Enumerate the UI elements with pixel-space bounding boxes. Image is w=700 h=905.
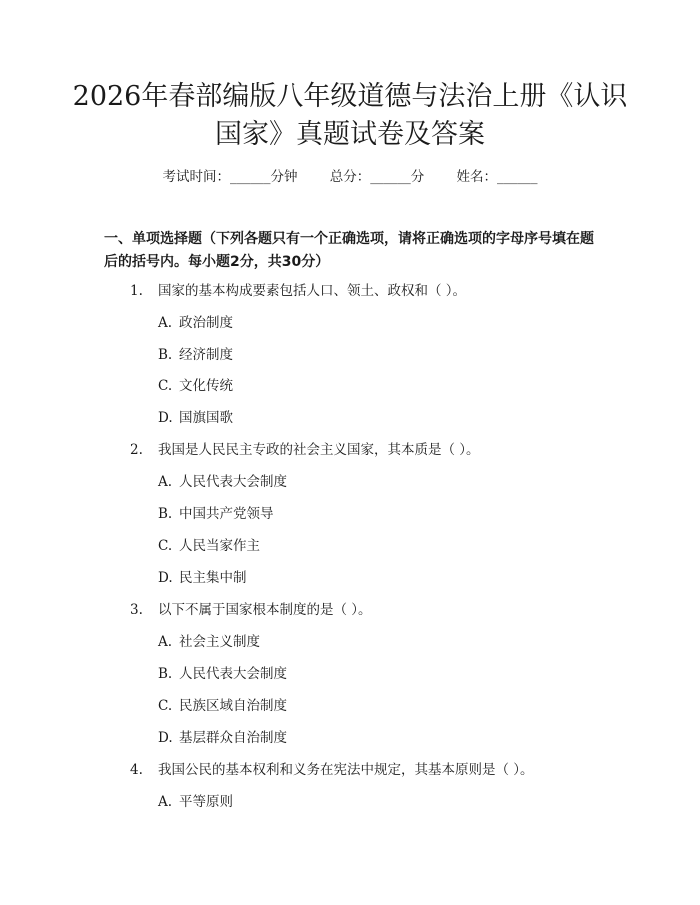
option-letter: D. (158, 730, 173, 746)
question-text: 国家的基本构成要素包括人口、领土、政权和（ ）。 (158, 283, 467, 299)
option-text: 政治制度 (179, 315, 233, 331)
question-3-option-a (158, 632, 260, 652)
question-1-option-b (158, 345, 233, 365)
question-text: 我国公民的基本权利和义务在宪法中规定，其基本原则是（ ）。 (158, 762, 534, 778)
exam-title: 2026年春部编版八年级道德与法治上册《认识国家》真题试卷及答案 (72, 81, 628, 150)
question-2 (130, 440, 480, 460)
option-letter: A. (158, 474, 173, 490)
option-letter: D. (158, 570, 173, 586)
option-letter: A. (158, 634, 173, 650)
question-2-option-d (158, 568, 247, 588)
exam-time-field: 考试时间：______分钟 (162, 169, 298, 185)
question-number: 3. (130, 602, 143, 618)
option-text: 民主集中制 (179, 570, 247, 586)
question-1-option-c (158, 376, 233, 396)
question-number: 4. (130, 762, 143, 778)
option-letter: D. (158, 410, 173, 426)
option-text: 国旗国歌 (179, 410, 233, 426)
question-number: 2. (130, 442, 143, 458)
question-number: 1. (130, 283, 143, 299)
question-3-option-d (158, 728, 287, 748)
option-letter: A. (158, 794, 173, 810)
option-text: 平等原则 (179, 794, 233, 810)
option-letter: C. (158, 378, 173, 394)
question-2-option-a (158, 472, 287, 492)
option-text: 社会主义制度 (179, 634, 260, 650)
section-heading: 一、单项选择题（下列各题只有一个正确选项，请将正确选项的字母序号填在题后的括号内。每小题2分，共30分） (104, 231, 594, 270)
question-text: 以下不属于国家根本制度的是（ ）。 (158, 602, 372, 618)
question-3 (130, 600, 372, 620)
option-text: 人民代表大会制度 (179, 666, 287, 682)
option-text: 民族区域自治制度 (179, 698, 287, 714)
question-3-option-b (158, 664, 287, 684)
question-4 (130, 760, 534, 780)
option-letter: A. (158, 315, 173, 331)
exam-info-line (0, 167, 700, 187)
question-3-option-c (158, 696, 287, 716)
option-letter: B. (158, 347, 173, 363)
question-1 (130, 281, 466, 301)
option-text: 人民代表大会制度 (179, 474, 287, 490)
option-letter: C. (158, 698, 173, 714)
option-text: 人民当家作主 (179, 538, 260, 554)
question-1-option-d (158, 408, 233, 428)
option-text: 中国共产党领导 (179, 506, 274, 522)
option-letter: C. (158, 538, 173, 554)
option-letter: B. (158, 666, 173, 682)
option-text: 文化传统 (179, 378, 233, 394)
option-letter: B. (158, 506, 173, 522)
question-text: 我国是人民民主专政的社会主义国家，其本质是（ ）。 (158, 442, 480, 458)
total-score-field: 总分：______分 (329, 169, 425, 185)
option-text: 经济制度 (179, 347, 233, 363)
student-name-field: 姓名：______ (456, 169, 538, 185)
question-1-option-a (158, 313, 233, 333)
question-2-option-c (158, 536, 260, 556)
question-4-option-a (158, 792, 233, 812)
question-2-option-b (158, 504, 274, 524)
option-text: 基层群众自治制度 (179, 730, 287, 746)
